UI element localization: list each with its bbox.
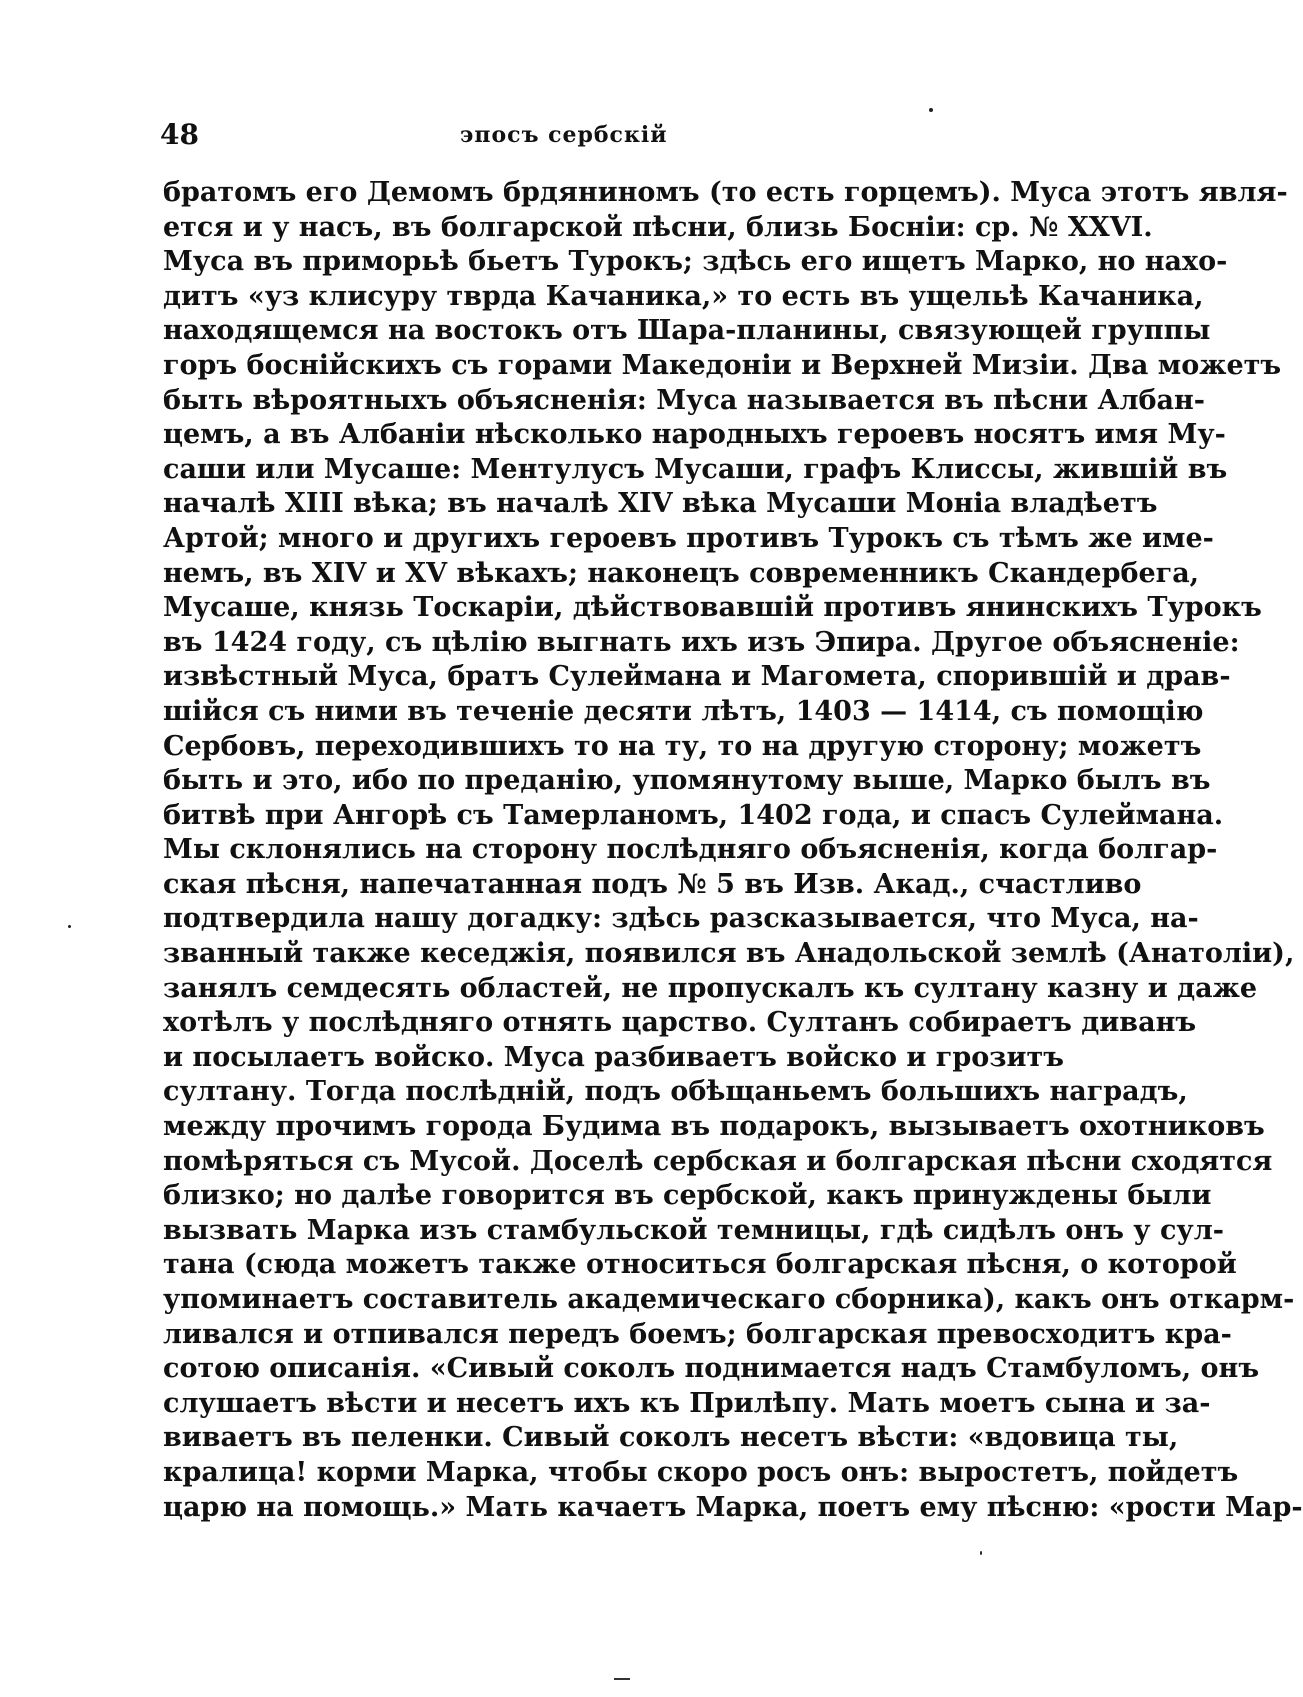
text-line: султану. Тогда послѣдній, подъ обѣщаньемъ большихъ наградъ, [163,1076,1188,1108]
text-line: слушаетъ вѣсти и несетъ ихъ къ Прилѣпу. Мать моетъ сына и за- [163,1387,1211,1419]
text-line: быть и это, ибо по преданію, упомянутому выше, Марко былъ въ [163,765,1211,797]
text-line: хотѣлъ у послѣдняго отнять царство. Султанъ собираетъ диванъ [163,1007,1197,1039]
scan-speck [68,925,71,928]
text-line: ется и у насъ, въ болгарской пѣсни, близь Босніи: ср. № XXVI. [163,211,1153,243]
text-line: помѣряться съ Мусой. Доселѣ сербская и болгарская пѣсни сходятся [163,1145,1273,1177]
text-line: находящемся на востокъ отъ Шара-планины, связующей группы [163,315,1211,347]
body-text [163,176,1303,1525]
scan-speck [929,108,933,112]
text-line: вызвать Марка изъ стамбульской темницы, гдѣ сидѣлъ онъ у сул- [163,1214,1224,1246]
page-number: 48 [160,118,199,151]
text-line: немъ, въ XIV и XV вѣкахъ; наконецъ современникъ Скандербега, [163,557,1200,589]
text-line: началѣ XIII вѣка; въ началѣ XIV вѣка Мусаши Моніа владѣетъ [163,488,1158,520]
text-line: и посылаетъ войско. Муса разбиваетъ войско и грозитъ [163,1041,1064,1073]
text-line: цемъ, а въ Албаніи нѣсколько народныхъ героевъ носятъ имя Му- [163,419,1226,451]
text-line: близко; но далѣе говорится въ сербской, какъ принуждены были [163,1180,1212,1212]
text-line: подтвердила нашу догадку: здѣсь разсказывается, что Муса, на- [163,903,1199,935]
text-line: занялъ семдесять областей, не пропускалъ къ султану казну и даже [163,972,1258,1004]
text-line: царю на помощь.» Мать качаетъ Марка, поетъ ему пѣсню: «рости Мар- [163,1491,1303,1523]
running-head [160,118,1030,158]
text-line: Муса въ приморьѣ бьетъ Турокъ; здѣсь его ищетъ Марко, но нахо- [163,246,1228,278]
scan-speck [614,1678,630,1680]
text-line: быть вѣроятныхъ объясненія: Муса называется въ пѣсни Албан- [163,384,1206,416]
text-line: саши или Мусаше: Ментулусъ Мусаши, графъ Клиссы, жившій въ [163,453,1228,485]
text-line: между прочимъ города Будима въ подарокъ, вызываетъ охотниковъ [163,1111,1265,1143]
text-line: шійся съ ними въ теченіе десяти лѣтъ, 1403 — 1414, съ помощію [163,695,1204,727]
text-line: горъ боснійскихъ съ горами Македоніи и Верхней Мизіи. Два можетъ [163,349,1282,381]
text-line: битвѣ при Ангорѣ съ Тамерланомъ, 1402 года, и спасъ Сулеймана. [163,799,1224,831]
text-line: дитъ «уз клисуру тврда Качаника,» то есть въ ущельѣ Качаника, [163,280,1204,312]
text-line: братомъ его Демомъ брдяниномъ (то есть горцемъ). Муса этотъ явля- [163,177,1288,208]
text-line: извѣстный Муса, братъ Сулеймана и Магомета, спорившій и драв- [163,661,1231,693]
text-line: Артой; много и другихъ героевъ противъ Турокъ съ тѣмъ же име- [163,522,1214,554]
scan-speck [980,1551,982,1555]
text-line: сотою описанія. «Сивый соколъ поднимается надъ Стамбуломъ, онъ [163,1353,1260,1385]
text-line: Мусаше, князь Тоскаріи, дѣйствовавшій противъ янинскихъ Турокъ [163,592,1262,624]
text-line: ливался и отпивался передъ боемъ; болгарская превосходитъ кра- [163,1318,1232,1350]
text-line: Мы склонялись на сторону послѣдняго объясненія, когда болгар- [163,834,1218,866]
text-line: Сербовъ, переходившихъ то на ту, то на другую сторону; можетъ [163,730,1202,762]
text-line: упоминаетъ составитель академическаго сборника), какъ онъ откарм- [163,1284,1295,1315]
text-line: кралица! корми Марка, чтобы скоро росъ онъ: выростетъ, пойдетъ [163,1456,1239,1488]
running-title: эпосъ сербскій [460,122,668,148]
text-line: въ 1424 году, съ цѣлію выгнать ихъ изъ Эпира. Другое объясненіе: [163,626,1240,658]
text-line: званный также кеседжія, появился въ Анадольской землѣ (Анатоліи), [163,938,1295,970]
text-line: виваетъ въ пеленки. Сивый соколъ несетъ вѣсти: «вдовица ты, [163,1422,1179,1454]
text-line: ская пѣсня, напечатанная подъ № 5 въ Изв. Акад., счастливо [163,868,1142,900]
text-line: тана (сюда можетъ также относиться болгарская пѣсня, о которой [163,1249,1237,1281]
